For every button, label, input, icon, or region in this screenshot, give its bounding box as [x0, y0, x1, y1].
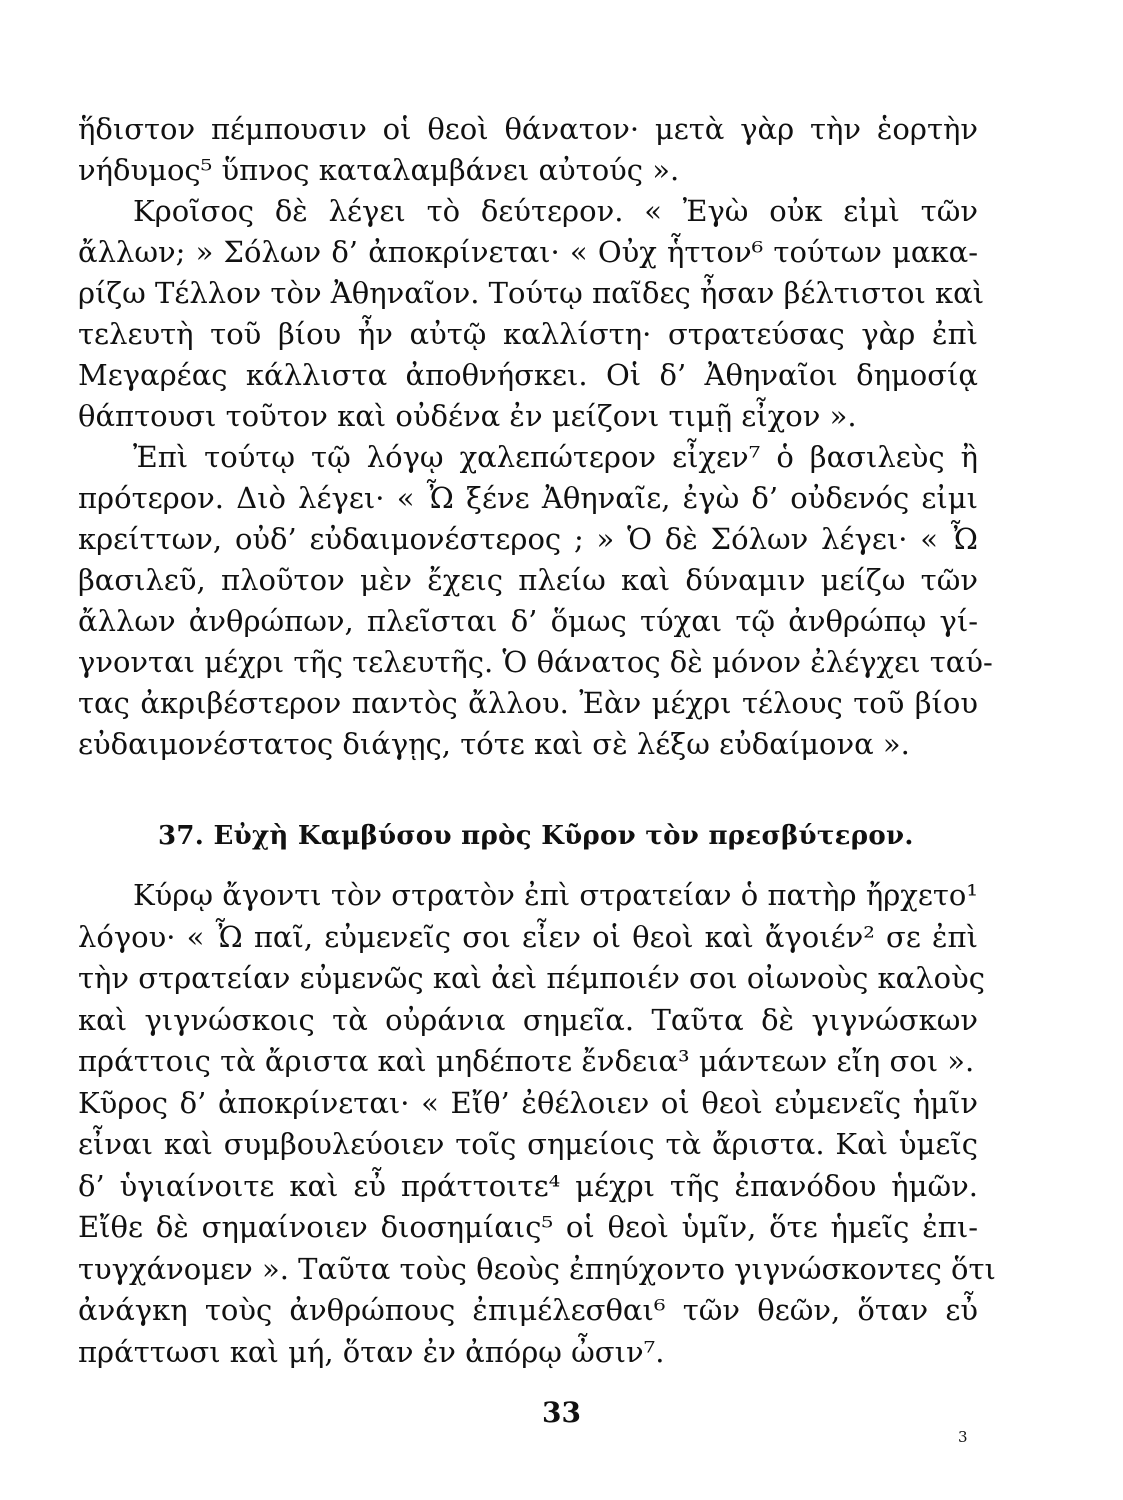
text-line: τυγχάνομεν ». Ταῦτα τοὺς θεοὺς ἐπηύχοντο γιγνώσκοντες ὅτι — [78, 1251, 996, 1286]
text-line: λόγου· « Ὦ παῖ, εὐμενεῖς σοι εἶεν οἱ θεοὶ καὶ ἄγοιέν² σε ἐπὶ — [78, 919, 978, 954]
text-line: πρότερον. Διὸ λέγει· « Ὦ ξένε Ἀθηναῖε, ἐγὼ δ’ οὐδενός εἰμι — [78, 481, 978, 515]
text-line: τὴν στρατείαν εὐμενῶς καὶ ἀεὶ πέμποιέν σοι οἰωνοὺς καλοὺς — [78, 961, 985, 995]
section-heading: 37. Εὐχὴ Καμβύσου πρὸς Κῦρον τὸν πρεσβύτερον. — [158, 821, 914, 851]
text-line: ἄλλων; » Σόλων δ’ ἀποκρίνεται· « Οὐχ ἧττον⁶ τούτων μακα- — [78, 235, 978, 269]
text-line: Εἴθε δὲ σημαίνοιεν διοσημίαις⁵ οἱ θεοὶ ὑμῖν, ὅτε ἡμεῖς ἐπι- — [78, 1210, 978, 1244]
text-line: Μεγαρέας κάλλιστα ἀποθνήσκει. Οἱ δ’ Ἀθηναῖοι δημοσίᾳ — [78, 358, 978, 392]
text-line: εἶναι καὶ συμβουλεύοιεν τοῖς σημείοις τὰ ἄριστα. Καὶ ὑμεῖς — [78, 1127, 978, 1161]
text-line: γνονται μέχρι τῆς τελευτῆς. Ὁ θάνατος δὲ μόνον ἐλέγχει ταύ- — [78, 645, 993, 679]
text-line: κρείττων, οὐδ’ εὐδαιμονέστερος ; » Ὁ δὲ Σόλων λέγει· « Ὦ — [78, 522, 978, 556]
text-line: καὶ γιγνώσκοις τὰ οὐράνια σημεῖα. Ταῦτα δὲ γιγνώσκων — [78, 1002, 978, 1037]
text-line: δ’ ὑγιαίνοιτε καὶ εὖ πράττοιτε⁴ μέχρι τῆς ἐπανόδου ἡμῶν. — [78, 1168, 978, 1203]
text-line: εὐδαιμονέστατος διάγῃς, τότε καὶ σὲ λέξω εὐδαίμονα ». — [78, 727, 910, 761]
text-line: τελευτὴ τοῦ βίου ἦν αὐτῷ καλλίστη· στρατεύσας γὰρ ἐπὶ — [78, 317, 978, 351]
text-line: Ἐπὶ τούτῳ τῷ λόγῳ χαλεπώτερον εἶχεν⁷ ὁ βασιλεὺς ἢ — [133, 440, 978, 474]
text-line: βασιλεῦ, πλοῦτον μὲν ἔχεις πλείω καὶ δύναμιν μείζω τῶν — [78, 563, 978, 597]
signature-mark: 3 — [958, 1428, 968, 1446]
text-line: πράττωσι καὶ μή, ὅταν ἐν ἀπόρῳ ὦσιν⁷. — [78, 1334, 665, 1369]
text-line: Κῦρος δ’ ἀποκρίνεται· « Εἴθ’ ἐθέλοιεν οἱ θεοὶ εὐμενεῖς ἡμῖν — [78, 1085, 978, 1120]
text-line: νήδυμος⁵ ὕπνος καταλαμβάνει αὐτούς ». — [78, 153, 680, 187]
text-line: Κροῖσος δὲ λέγει τὸ δεύτερον. « Ἐγὼ οὐκ εἰμὶ τῶν — [133, 194, 978, 228]
text-line: πράττοις τὰ ἄριστα καὶ μηδέποτε ἔνδεια³ μάντεων εἴη σοι ». — [78, 1044, 975, 1078]
page-number: 33 — [542, 1396, 581, 1429]
text-line: ρίζω Τέλλον τὸν Ἀθηναῖον. Τούτῳ παῖδες ἦσαν βέλτιστοι καὶ — [78, 276, 985, 310]
text-line: τας ἀκριβέστερον παντὸς ἄλλου. Ἐὰν μέχρι τέλους τοῦ βίου — [78, 686, 978, 720]
text-line: ἄλλων ἀνθρώπων, πλεῖσται δ’ ὅμως τύχαι τῷ ἀνθρώπῳ γί- — [78, 604, 978, 638]
text-line: Κύρῳ ἄγοντι τὸν στρατὸν ἐπὶ στρατείαν ὁ πατὴρ ἤρχετο¹ — [133, 878, 978, 912]
text-line: θάπτουσι τοῦτον καὶ οὐδένα ἐν μείζονι τιμῇ εἶχον ». — [78, 399, 857, 433]
text-line: ἀνάγκη τοὺς ἀνθρώπους ἐπιμέλεσθαι⁶ τῶν θεῶν, ὅταν εὖ — [78, 1293, 978, 1327]
text-line: ἥδιστον πέμπουσιν οἱ θεοὶ θάνατον· μετὰ γὰρ τὴν ἑορτὴν — [78, 112, 978, 146]
